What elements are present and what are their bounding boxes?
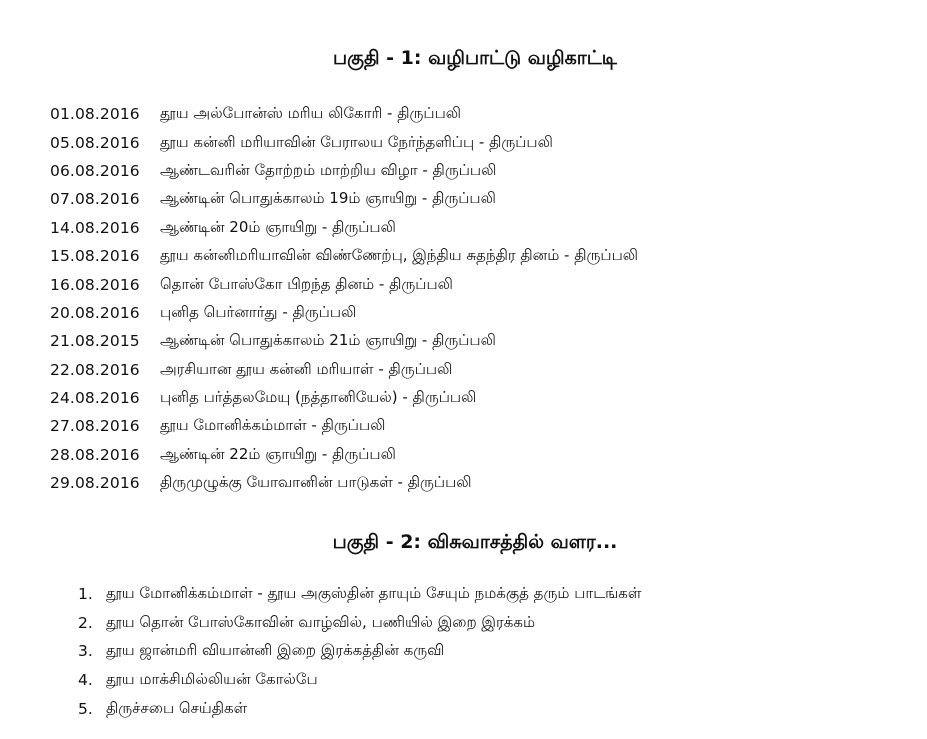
liturgy-schedule-list xyxy=(50,100,638,497)
schedule-entry xyxy=(50,412,638,440)
schedule-entry xyxy=(50,327,638,355)
entry-text: ஆண்டின் 22ம் ஞாயிறு - திருப்பலி xyxy=(160,444,396,463)
entry-date: 20.08.2016 xyxy=(50,303,140,322)
entry-date: 21.08.2015 xyxy=(50,332,140,351)
entry-text: தூய கன்னிமரியாவின் விண்ணேற்பு, இந்திய சுதந்திர தினம் - திருப்பலி xyxy=(160,246,639,265)
item-text: தூய தொன் போஸ்கோவின் வாழ்வில், பணியில் இறை இரக்கம் xyxy=(106,612,536,631)
item-text: தூய மோனிக்கம்மாள் - தூய அகுஸ்தின் தாயும் சேயும் நமக்குத் தரும் பாடங்கள் xyxy=(106,584,642,603)
schedule-entry xyxy=(50,214,638,242)
entry-date: 29.08.2016 xyxy=(50,474,140,493)
schedule-entry xyxy=(50,185,638,213)
entry-date: 27.08.2016 xyxy=(50,417,140,436)
faith-topics-list xyxy=(78,580,641,723)
entry-text: தூய மோனிக்கம்மாள் - திருப்பலி xyxy=(160,416,386,435)
entry-text: புனித பெர்னார்து - திருப்பலி xyxy=(160,302,357,321)
entry-text: புனித பர்த்தலமேயு (நத்தானியேல்) - திருப்பலி xyxy=(160,388,477,407)
entry-date: 05.08.2016 xyxy=(50,133,140,152)
schedule-entry xyxy=(50,128,638,156)
entry-date: 15.08.2016 xyxy=(50,247,140,266)
schedule-entry xyxy=(50,270,638,298)
schedule-entry xyxy=(50,242,638,270)
item-number: 1. xyxy=(78,585,93,604)
entry-text: தூய கன்னி மரியாவின் பேராலய நேர்ந்தளிப்பு - திருப்பலி xyxy=(160,132,553,151)
schedule-entry xyxy=(50,384,638,412)
entry-text: திருமுழுக்கு யோவானின் பாடுகள் - திருப்பலி xyxy=(160,473,472,492)
entry-text: ஆண்டின் பொதுக்காலம் 19ம் ஞாயிறு - திருப்பலி xyxy=(160,189,496,208)
entry-date: 22.08.2016 xyxy=(50,360,140,379)
entry-text: தூய அல்போன்ஸ் மரிய லிகோரி - திருப்பலி xyxy=(160,104,462,123)
entry-date: 24.08.2016 xyxy=(50,389,140,408)
schedule-entry xyxy=(50,157,638,185)
list-item xyxy=(78,637,641,666)
entry-text: அரசியான தூய கன்னி மரியாள் - திருப்பலி xyxy=(160,359,453,378)
entry-date: 14.08.2016 xyxy=(50,218,140,237)
entry-text: ஆண்டவரின் தோற்றம் மாற்றிய விழா - திருப்பலி xyxy=(160,160,497,179)
item-number: 4. xyxy=(78,671,93,690)
list-item xyxy=(78,609,641,638)
item-text: தூய ஜான்மரி வியான்னி இறை இரக்கத்தின் கருவி xyxy=(106,641,445,660)
list-item xyxy=(78,666,641,695)
section-2-title: பகுதி - 2: விசுவாசத்தில் வளர... xyxy=(332,531,618,553)
item-number: 2. xyxy=(78,613,93,632)
entry-text: ஆண்டின் பொதுக்காலம் 21ம் ஞாயிறு - திருப்பலி xyxy=(160,331,496,350)
item-number: 5. xyxy=(78,699,93,718)
schedule-entry xyxy=(50,441,638,469)
item-text: தூய மாக்சிமில்லியன் கோல்பே xyxy=(106,670,318,689)
section-1-title: பகுதி - 1: வழிபாட்டு வழிகாட்டி xyxy=(333,47,617,69)
entry-text: தொன் போஸ்கோ பிறந்த தினம் - திருப்பலி xyxy=(160,274,453,293)
item-text: திருச்சபை செய்திகள் xyxy=(106,698,248,717)
schedule-entry xyxy=(50,469,638,497)
entry-date: 07.08.2016 xyxy=(50,190,140,209)
list-item xyxy=(78,580,641,609)
entry-date: 16.08.2016 xyxy=(50,275,140,294)
item-number: 3. xyxy=(78,642,93,661)
schedule-entry xyxy=(50,299,638,327)
schedule-entry xyxy=(50,100,638,128)
list-item xyxy=(78,694,641,723)
entry-date: 01.08.2016 xyxy=(50,105,140,124)
schedule-entry xyxy=(50,356,638,384)
entry-date: 06.08.2016 xyxy=(50,161,140,180)
entry-date: 28.08.2016 xyxy=(50,445,140,464)
entry-text: ஆண்டின் 20ம் ஞாயிறு - திருப்பலி xyxy=(160,217,396,236)
